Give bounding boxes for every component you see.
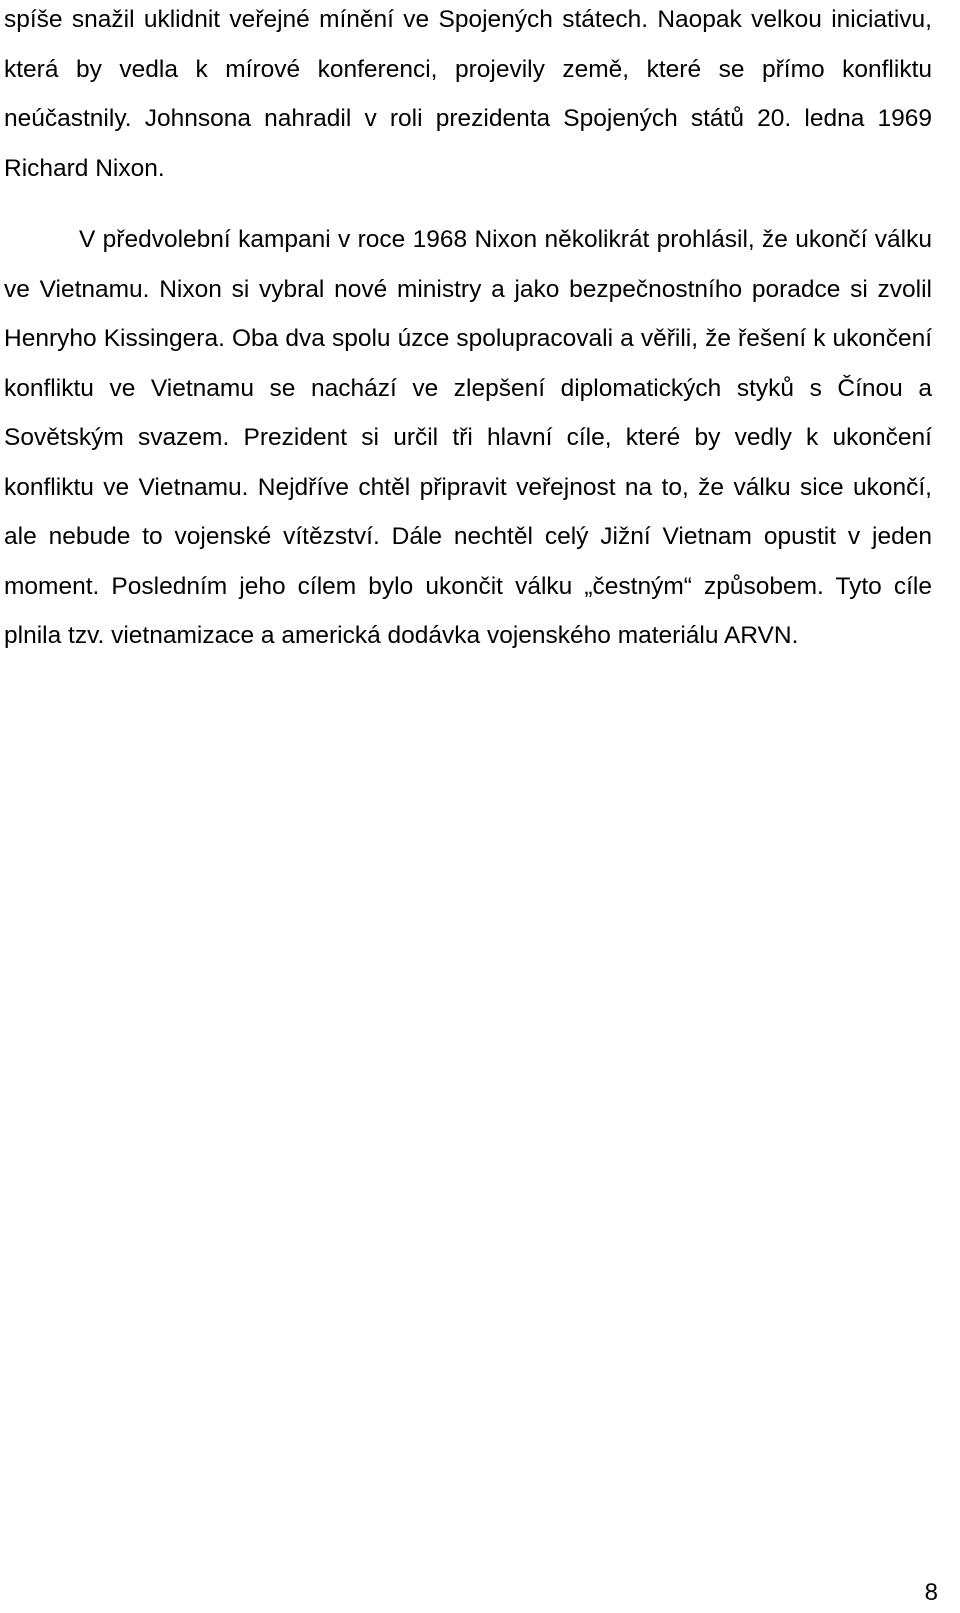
paragraph-nixon-campaign: V předvolební kampani v roce 1968 Nixon několikrát prohlásil, že ukončí válku ve Vietnamu. Nixon si vybral nové ministry a jako bezpečnostního poradce si zvolil Henryho Kissingera. Oba dva spolu úzce spolupracovali a věřili, že řešení k ukončení konfliktu ve Vietnamu se nachází ve zlepšení diplomatických styků s Čínou a Sovětským svazem. Prezident si určil tři hlavní cíle, které by vedly k ukončení konfliktu ve Vietnamu. Nejdříve chtěl připravit veřejnost na to, že válku sice ukončí, ale nebude to vojenské vítězství. Dále nechtěl celý Jižní Vietnam opustit v jeden moment. Posledním jeho cílem bylo ukončit válku „čestným“ způsobem. Tyto cíle plnila tzv. vietnamizace a americká dodávka vojenského materiálu ARVN.	[4, 226, 932, 649]
paragraph-continuation: spíše snažil uklidnit veřejné mínění ve Spojených státech. Naopak velkou iniciativu, která by vedla k mírové konferenci, projevily země, které se přímo konfliktu neúčastnily. Johnsona nahradil v roli prezidenta Spojených států 20. ledna 1969 Richard Nixon.	[4, 6, 932, 182]
page-number: 8	[924, 1579, 938, 1606]
